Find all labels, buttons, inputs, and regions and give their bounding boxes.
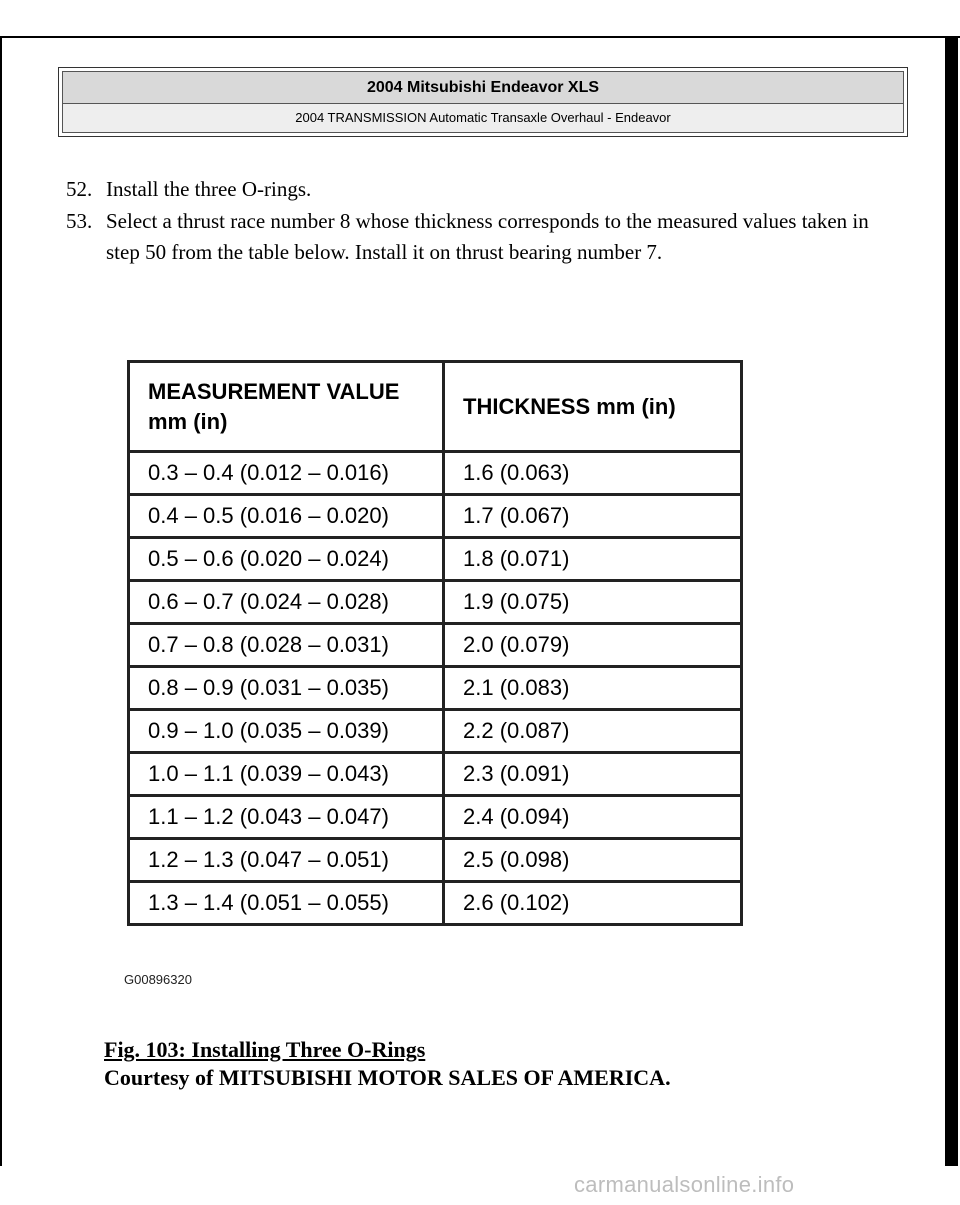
step-number: 52. [66,177,93,201]
step-text: Select a thrust race number 8 whose thickness corresponds to the measured values taken in step 50 from the table below. Install it on thrust bearing number 7. [106,209,869,264]
thickness-cell: 2.3 (0.091) [444,753,742,796]
measurement-value-cell: 1.1 – 1.2 (0.043 – 0.047) [129,796,444,839]
measurement-value-cell: 0.4 – 0.5 (0.016 – 0.020) [129,495,444,538]
document-header-inner [62,71,904,133]
table-row [129,624,742,667]
table-row [129,839,742,882]
vehicle-title: 2004 Mitsubishi Endeavor XLS [63,72,903,104]
measurement-value-cell: 0.8 – 0.9 (0.031 – 0.035) [129,667,444,710]
caption-title: Fig. 103: Installing Three O-Rings [104,1037,426,1062]
measurement-value-cell: 0.9 – 1.0 (0.035 – 0.039) [129,710,444,753]
table-row [129,796,742,839]
table-row [129,667,742,710]
thickness-cell: 2.6 (0.102) [444,882,742,925]
page-frame-left [0,36,2,1166]
page-frame-right [945,36,958,1166]
page-frame-top [0,36,960,38]
table-row [129,753,742,796]
table-row [129,538,742,581]
watermark: carmanualsonline.info [574,1172,795,1197]
thickness-cell: 1.9 (0.075) [444,581,742,624]
measurement-value-cell: 1.0 – 1.1 (0.039 – 0.043) [129,753,444,796]
header-measurement-value: MEASUREMENT VALUE mm (in) [129,362,444,452]
table-body [129,452,742,925]
table-header-row [129,362,742,452]
measurement-value-cell: 0.3 – 0.4 (0.012 – 0.016) [129,452,444,495]
thickness-cell: 1.6 (0.063) [444,452,742,495]
measurement-value-cell: 0.6 – 0.7 (0.024 – 0.028) [129,581,444,624]
thickness-cell: 1.7 (0.067) [444,495,742,538]
figure-code: G00896320 [124,972,192,987]
table-row [129,710,742,753]
figure-caption [104,1036,671,1092]
measurement-value-cell: 1.2 – 1.3 (0.047 – 0.051) [129,839,444,882]
table-row [129,882,742,925]
figure-103 [124,360,748,987]
measurement-value-cell: 0.5 – 0.6 (0.020 – 0.024) [129,538,444,581]
measurement-value-cell: 0.7 – 0.8 (0.028 – 0.031) [129,624,444,667]
thrust-race-table [127,360,743,926]
thickness-cell: 2.2 (0.087) [444,710,742,753]
table-row [129,495,742,538]
thickness-cell: 1.8 (0.071) [444,538,742,581]
caption-credit: Courtesy of MITSUBISHI MOTOR SALES OF AMERICA. [104,1065,671,1090]
header-thickness: THICKNESS mm (in) [444,362,742,452]
thickness-cell: 2.5 (0.098) [444,839,742,882]
step-52 [66,174,906,206]
thickness-cell: 2.1 (0.083) [444,667,742,710]
thickness-cell: 2.4 (0.094) [444,796,742,839]
step-53 [66,206,906,301]
measurement-value-cell: 1.3 – 1.4 (0.051 – 0.055) [129,882,444,925]
step-text: Install the three O-rings. [106,177,312,201]
thickness-cell: 2.0 (0.079) [444,624,742,667]
document-header [58,67,908,137]
table-row [129,581,742,624]
step-number: 53. [66,209,93,233]
section-subtitle: 2004 TRANSMISSION Automatic Transaxle Overhaul - Endeavor [63,104,903,132]
table-row [129,452,742,495]
